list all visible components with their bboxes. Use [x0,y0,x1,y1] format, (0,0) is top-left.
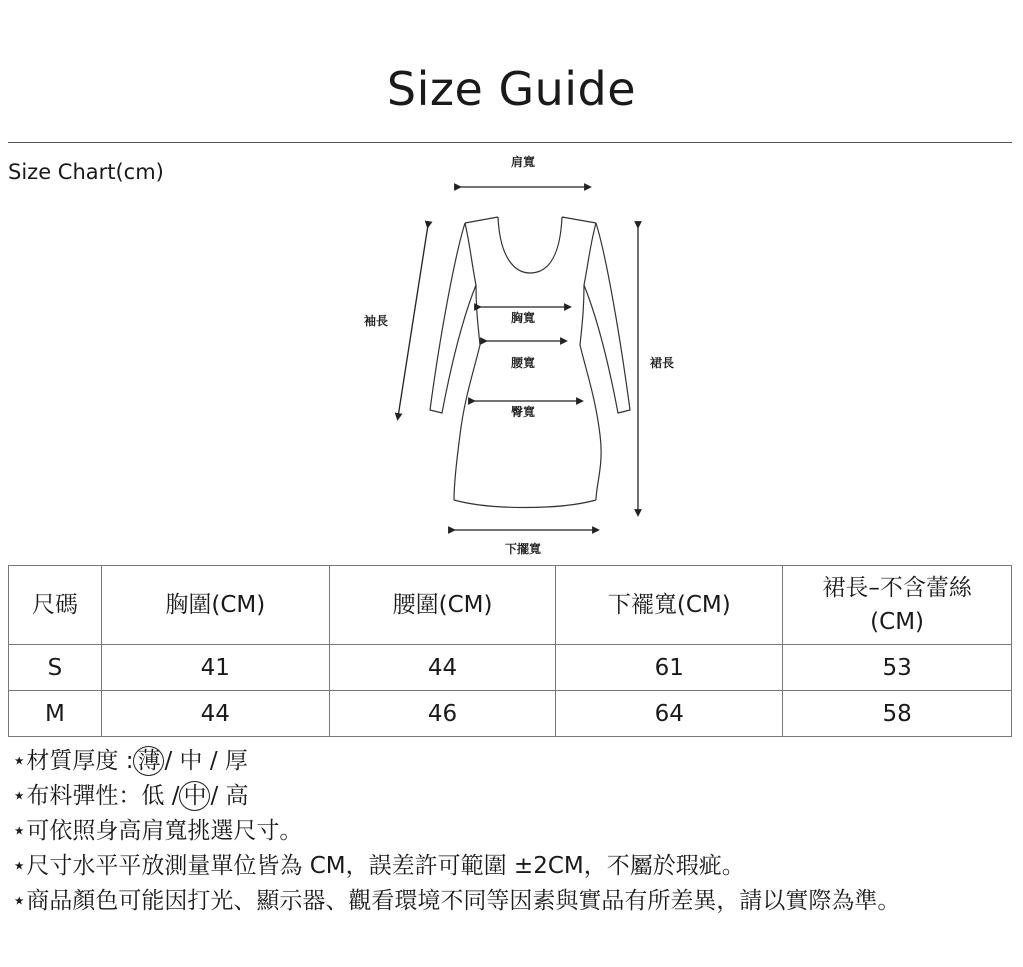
table-cell: 53 [783,645,1012,691]
table-cell: 44 [329,645,556,691]
note-thickness-prefix: ⋆材質厚度 : [12,748,134,774]
table-cell: 61 [556,645,783,691]
col-header-skirt-length-line1: 裙長–不含蕾絲 [822,575,972,601]
size-table [8,565,1012,737]
table-cell: 58 [783,691,1012,737]
dress-measurement-diagram [340,145,710,565]
note-color-disclaimer: ⋆商品顏色可能因打光、顯示器、觀看環境不同等因素與實品有所差異，請以實際為準。 [12,888,901,914]
selected-elasticity-circle: 中 [179,781,210,811]
table-cell: 64 [556,691,783,737]
col-header-skirt-length [783,566,1012,645]
col-header-chest: 胸圍(CM) [101,566,329,645]
notes-list [12,744,900,919]
col-header-size: 尺碼 [9,566,102,645]
note-measurement: ⋆尺寸水平平放測量單位皆為 CM，誤差許可範圍 ±2CM，不屬於瑕疵。 [12,853,745,879]
col-header-hem: 下襬寬(CM) [556,566,783,645]
shoulder-label: 肩寬 [510,155,536,169]
table-cell: 41 [101,645,329,691]
selected-thickness-circle: 薄 [133,746,164,776]
table-cell: S [9,645,102,691]
note-elasticity [12,779,900,814]
size-chart-label: Size Chart(cm) [8,160,164,184]
page-title: Size Guide [386,62,637,116]
note-thickness [12,744,900,779]
table-row [9,691,1012,737]
note-thickness-rest: / 中 / 厚 [164,748,248,774]
table-header-row [9,566,1012,645]
col-header-skirt-length-line2: (CM) [870,609,925,635]
note-elasticity-rest: / 高 [210,783,249,809]
sleeve-arrow [398,225,428,417]
note-size-selection: ⋆可依照身高肩寬挑選尺寸。 [12,818,303,844]
hem-label: 下擺寬 [504,542,542,556]
note-elasticity-prefix: ⋆布料彈性：低 / [12,783,180,809]
title-divider [8,142,1012,143]
sleeve-label: 袖長 [363,314,389,328]
table-row [9,645,1012,691]
table-cell: 46 [329,691,556,737]
waist-label: 腰寬 [510,356,536,370]
table-cell: M [9,691,102,737]
table-cell: 44 [101,691,329,737]
col-header-waist: 腰圍(CM) [329,566,556,645]
hip-label: 臀寬 [510,405,536,419]
chest-label: 胸寬 [510,311,536,325]
skirt-length-label: 裙長 [649,356,675,370]
